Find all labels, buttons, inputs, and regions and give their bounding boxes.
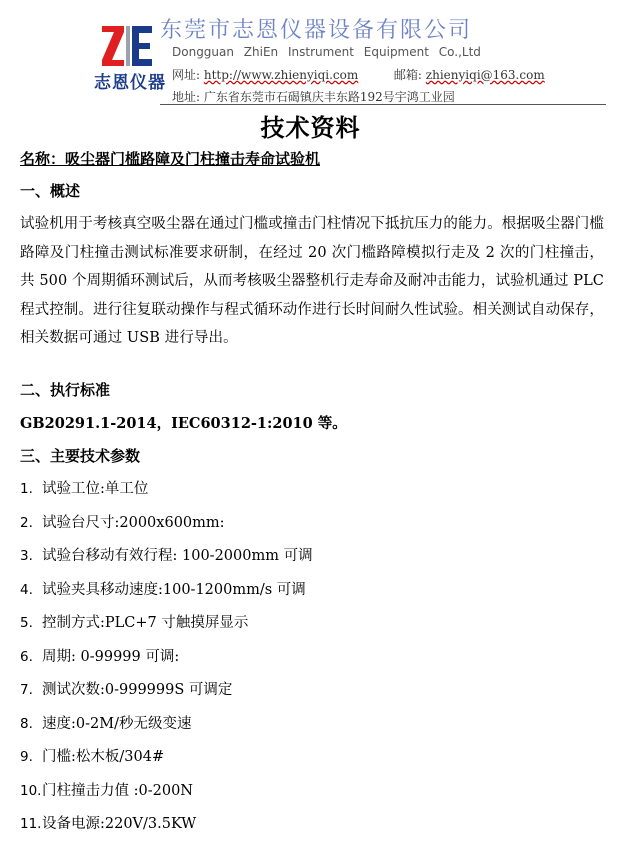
logo-text: 志恩仪器 bbox=[94, 73, 166, 93]
list-item: 4. 试验夹具移动速度:100-1200mm/s 可调 bbox=[20, 581, 306, 598]
page-title: 技术资料 bbox=[260, 113, 361, 142]
section-standards-heading: 二、执行标准 bbox=[20, 381, 111, 399]
list-item: 9. 门槛:松木板/304# bbox=[20, 749, 165, 765]
company-logo bbox=[92, 22, 166, 93]
list-item: 1. 试验工位:单工位 bbox=[20, 481, 149, 497]
website-label: 网址: bbox=[172, 68, 201, 82]
list-item: 3. 试验台移动有效行程: 100-2000mm 可调 bbox=[20, 548, 313, 564]
header-divider bbox=[160, 104, 606, 105]
standards-text: GB20291.1-2014，IEC60312-1:2010 等。 bbox=[20, 415, 347, 432]
list-item: 5. 控制方式:PLC+7 寸触摸屏显示 bbox=[20, 615, 249, 631]
address-text: 广东省东莞市石碣镇庆丰东路192号宇鸿工业园 bbox=[203, 90, 455, 104]
ze-logo-icon bbox=[100, 22, 154, 70]
email-link[interactable]: zhienyiqi@163.com bbox=[425, 68, 545, 82]
list-item: 8. 速度:0-2M/秒无级变速 bbox=[20, 715, 192, 732]
website-link[interactable]: http://www.zhienyiqi.com bbox=[203, 68, 359, 82]
list-item: 11.设备电源:220V/3.5KW bbox=[20, 816, 197, 832]
company-name-cn: 东莞市志恩仪器设备有限公司 bbox=[160, 18, 473, 43]
address-label: 地址: bbox=[172, 90, 201, 104]
list-item: 7. 测试次数:0-999999S 可调定 bbox=[20, 682, 233, 698]
list-item: 10.门柱撞击力值 :0-200N bbox=[20, 782, 193, 799]
section-overview-heading: 一、概述 bbox=[20, 182, 81, 200]
address-line bbox=[172, 88, 455, 105]
section-params-heading: 三、主要技术参数 bbox=[20, 447, 141, 465]
email-label: 邮箱: bbox=[393, 68, 422, 82]
overview-paragraph: 试验机用于考核真空吸尘器在通过门槛或撞击门柱情况下抵抗压力的能力。根据吸尘器门槛路障及门柱撞击测试标准要求研制，在经过 20 次门槛路障模拟行走及 2 次的门柱撞击，共 500 个周期循环测试后，从而考核吸尘器整机行走寿命及耐冲击能力，试验机通过 PLC 程式控制。进行往复联动操作与程式循环动作进行长时间耐久性试验。相关测试自动保存，相关数据可通过 USB 进行导出。 bbox=[20, 216, 604, 346]
company-name-en: Dongguan ZhiEn Instrument Equipment Co.,Ltd bbox=[172, 45, 481, 59]
list-item: 2. 试验台尺寸:2000x600mm: bbox=[20, 514, 225, 531]
contact-line bbox=[172, 66, 545, 83]
list-item: 6. 周期: 0-99999 可调: bbox=[20, 648, 180, 665]
params-list bbox=[20, 478, 313, 847]
product-name: 名称：吸尘器门槛路障及门柱撞击寿命试验机 bbox=[20, 150, 321, 168]
